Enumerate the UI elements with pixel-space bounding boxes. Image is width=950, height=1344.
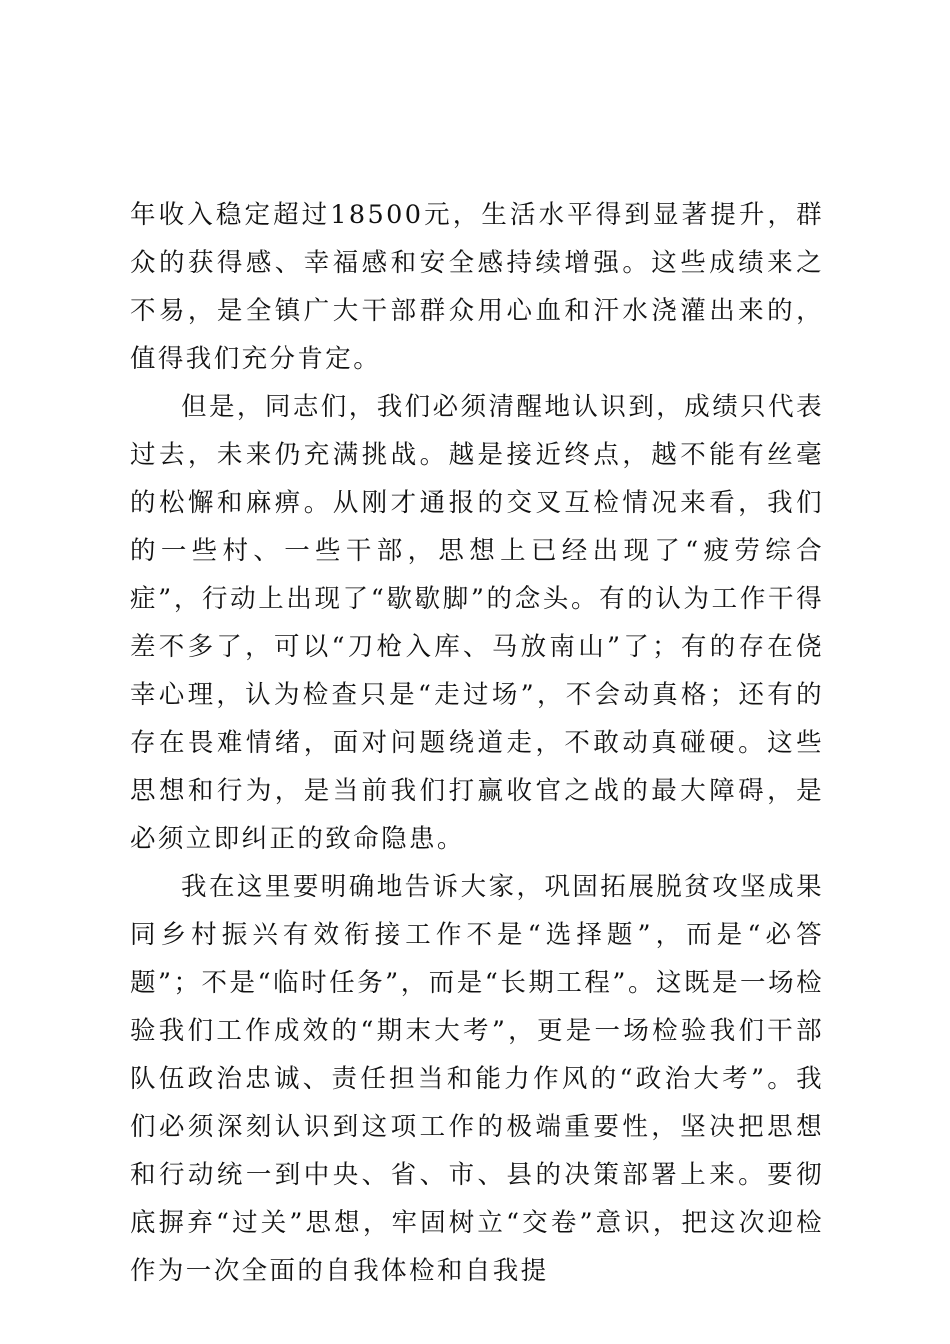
paragraph-challenges: 但是，同志们，我们必须清醒地认识到，成绩只代表过去，未来仍充满挑战。越是接近终点，越不能有丝毫的松懈和麻痹。从刚才通报的交叉互检情况来看，我们的一些村、一些干部，思想上已经出现了“疲劳综合症”，行动上出现了“歇歇脚”的念头。有的认为工作干得差不多了，可以“刀枪入库、马放南山”了；有的存在侥幸心理，认为检查只是“走过场”，不会动真格；还有的存在畏难情绪，面对问题绕道走，不敢动真碰硬。这些思想和行为，是当前我们打赢收官之战的最大障碍，是必须立即纠正的致命隐患。: [130, 392, 824, 854]
paragraph-achievements: 年收入稳定超过18500元，生活水平得到显著提升，群众的获得感、幸福感和安全感持续增强。这些成绩来之不易，是全镇广大干部群众用心血和汗水浇灌出来的，值得我们充分肯定。: [130, 200, 824, 374]
document-body: [130, 191, 824, 1295]
paragraph-requirements: 我在这里要明确地告诉大家，巩固拓展脱贫攻坚成果同乡村振兴有效衔接工作不是“选择题”，而是“必答题”；不是“临时任务”，而是“长期工程”。这既是一场检验我们工作成效的“期末大考”，更是一场检验我们干部队伍政治忠诚、责任担当和能力作风的“政治大考”。我们必须深刻认识到这项工作的极端重要性，坚决把思想和行动统一到中央、省、市、县的决策部署上来。要彻底摒弃“过关”思想，牢固树立“交卷”意识，把这次迎检作为一次全面的自我体检和自我提: [130, 872, 824, 1286]
